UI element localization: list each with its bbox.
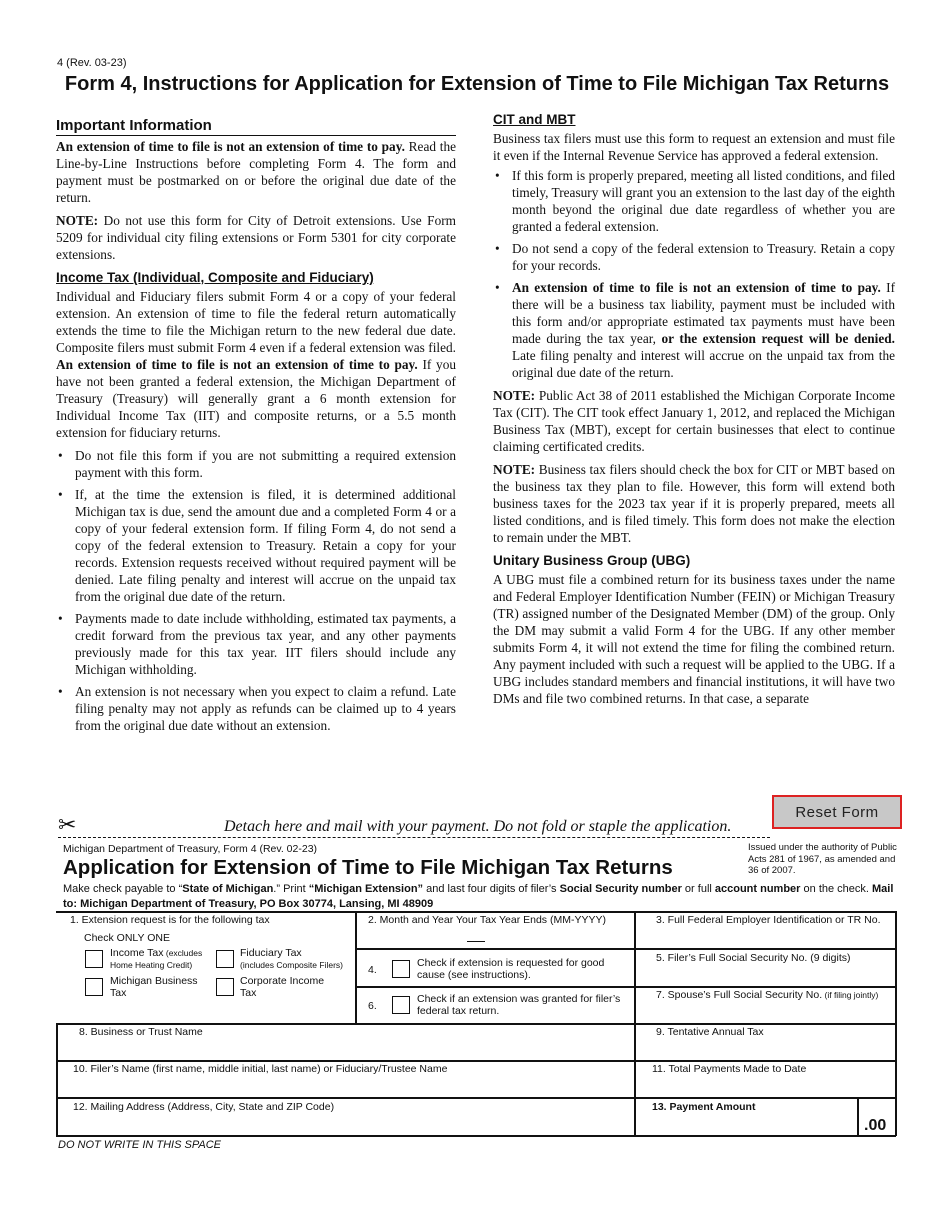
field-8-label: 8. Business or Trust Name	[79, 1026, 203, 1038]
application-title: Application for Extension of Time to File Michigan Tax Returns	[63, 856, 673, 879]
field-4-label: Check if extension is requested for good cause (see instructions).	[417, 957, 605, 981]
list-item: • An extension of time to file is not an extension of time to pay. If there will be a business tax liability, payment must be included with this form and/or appropriate estimated tax payments must have been made during the tax year, or the extension request will be denied. Late filing penalty and interest will accrue on the unpaid tax from the original due date of the return.	[493, 279, 895, 381]
grid-line	[355, 986, 896, 988]
field-9-label: 9. Tentative Annual Tax	[656, 1026, 764, 1038]
total-payments-input[interactable]	[637, 1077, 893, 1096]
fiduciary-tax-checkbox[interactable]	[216, 950, 234, 968]
do-not-write-label: DO NOT WRITE IN THIS SPACE	[58, 1139, 221, 1151]
field-6-label: Check if an extension was granted for filer’s federal tax return.	[417, 993, 621, 1017]
payment-cents: .00	[864, 1117, 887, 1134]
field-12-label: 12. Mailing Address (Address, City, State and ZIP Code)	[73, 1101, 335, 1113]
tax-year-end-separator	[467, 941, 485, 942]
corporate-income-tax-label: Corporate Income Tax	[240, 975, 325, 999]
michigan-business-tax-label: Michigan Business Tax	[110, 975, 198, 999]
field-3-label: 3. Full Federal Employer Identification or TR No.	[656, 914, 881, 926]
important-heading: Important Information	[56, 117, 456, 136]
list-item: • Payments made to date include withholding, estimated tax payments, a credit forward from the previous tax year, and any other payments previously made for this tax year. IIT filers should include any Michigan withholding.	[56, 610, 456, 678]
corporate-income-tax-checkbox[interactable]	[216, 978, 234, 996]
fiduciary-tax-label: Fiduciary Tax (includes Composite Filers)	[240, 947, 343, 970]
important-paragraph: An extension of time to file is not an extension of time to pay. Read the Line-by-Line Instructions before completing Form 4. The form and payment must be postmarked on or before the original due date of the return.	[56, 139, 456, 205]
field-11-label: 11. Total Payments Made to Date	[652, 1063, 807, 1075]
income-tax-checkbox[interactable]	[85, 950, 103, 968]
field-13-label: 13. Payment Amount	[652, 1101, 756, 1113]
payment-amount-input[interactable]	[637, 1115, 855, 1134]
michigan-business-tax-checkbox[interactable]	[85, 978, 103, 996]
good-cause-checkbox[interactable]	[392, 960, 410, 978]
check-only-one-label: Check ONLY ONE	[84, 932, 170, 944]
federal-extension-checkbox[interactable]	[392, 996, 410, 1014]
income-tax-bullets	[56, 447, 456, 734]
page-title: Form 4, Instructions for Application for Extension of Time to File Michigan Tax Returns	[64, 73, 890, 95]
cut-line	[58, 837, 770, 838]
grid-line	[857, 1098, 859, 1136]
field-4-number: 4.	[368, 964, 377, 976]
spouse-ssn-input[interactable]	[637, 1003, 893, 1022]
cit-bullets	[493, 167, 895, 381]
grid-line	[56, 911, 896, 913]
cit-note: NOTE: Public Act 38 of 2011 established the Michigan Corporate Income Tax (CIT). The CIT took effect January 1, 2012, and replaced the Michigan Business Tax (MBT), except for certain businesses that elect to continue claiming certificated credits.	[493, 388, 895, 454]
list-item: • If, at the time the extension is filed, it is determined additional Michigan tax is due, send the amount due and a completed Form 4 or a copy of your federal extension form. If filing Form 4, do not send a copy of the federal extension to Treasury. Retain a copy for your records. Extension requests received without required payment will be denied. Late filing penalty and interest will accrue on the unpaid tax from the original due date of the return.	[56, 486, 456, 605]
field-7-label: 7. Spouse’s Full Social Security No. (if filing jointly)	[656, 989, 879, 1001]
grid-line	[355, 948, 896, 950]
list-item: • Do not send a copy of the federal extension to Treasury. Retain a copy for your records.	[493, 240, 895, 274]
list-item: • An extension is not necessary when you expect to claim a refund. Late filing penalty may not apply as refunds can be claimed up to 4 years from the original due date without an extension.	[56, 683, 456, 734]
grid-line	[56, 1135, 896, 1137]
right-column	[493, 111, 895, 713]
field-10-label: 10. Filer’s Name (first name, middle initial, last name) or Fiduciary/Trustee Name	[73, 1063, 448, 1075]
field-6-number: 6.	[368, 1000, 377, 1012]
tax-year-end-input[interactable]	[357, 928, 632, 947]
form-revision: 4 (Rev. 03-23)	[57, 57, 127, 69]
list-item: • Do not file this form if you are not submitting a required extension payment with this form.	[56, 447, 456, 481]
field-5-label: 5. Filer’s Full Social Security No. (9 digits)	[656, 952, 851, 964]
grid-line	[56, 1023, 896, 1025]
issued-authority: Issued under the authority of Public Acts 281 of 1967, as amended and 36 of 2007.	[748, 842, 897, 876]
reset-form-button[interactable]: Reset Form	[772, 795, 902, 829]
detroit-note: NOTE: Do not use this form for City of Detroit extensions. Use Form 5209 for individual city filing extensions or Form 5301 for city corporate extensions.	[56, 213, 456, 262]
grid-line	[56, 1097, 896, 1099]
fein-input[interactable]	[637, 928, 893, 947]
grid-line	[895, 911, 897, 1136]
field-2-label: 2. Month and Year Your Tax Year Ends (MM-YYYY)	[368, 914, 606, 926]
filer-name-input[interactable]	[60, 1077, 632, 1096]
detach-instruction: Detach here and mail with your payment. Do not fold or staple the application.	[224, 818, 732, 835]
income-tax-label: Income Tax (excludes Home Heating Credit)	[110, 947, 203, 970]
mailing-address-input[interactable]	[60, 1115, 632, 1134]
election-note: NOTE: Business tax filers should check the box for CIT or MBT based on the business tax they plan to file. However, this form will extend both business taxes for the 2023 tax year if it is properly prepared, meets all listed conditions, and is filed timely. This form does not make the election to remain under the MBT.	[493, 462, 895, 545]
left-column	[56, 117, 456, 740]
field-1-label: 1. Extension request is for the following tax	[70, 914, 270, 926]
grid-line	[56, 1060, 896, 1062]
cit-paragraph: Business tax filers must use this form to request an extension and must file it even if the Internal Revenue Service has approved a federal extension.	[493, 131, 895, 163]
payment-instructions: Make check payable to “State of Michigan.” Print “Michigan Extension” and last four digits of filer’s Social Security number or full account number on the check. Mail to: Michigan Department of Treasury, PO Box 30774, Lansing, MI 48909	[63, 883, 894, 910]
ubg-paragraph: A UBG must file a combined return for its business taxes under the name and Federal Employer Identification Number (FEIN) or Michigan Treasury (TR) assigned number of the Designated Member (DM) of the group. Only the DM may submit a valid Form 4 for the UBG. If any other member submits Form 4, it will not extend the time for filing the combined return. Any payment included with such a request will be applied to the UBG. If a UBG includes standard members and financial institutions, it will have two DMs and file two combined returns. In that case, a separate	[493, 572, 895, 706]
ubg-heading: Unitary Business Group (UBG)	[493, 553, 691, 568]
tentative-tax-input[interactable]	[637, 1040, 893, 1059]
income-tax-paragraph: Individual and Fiduciary filers submit Form 4 or a copy of your federal extension. An extension of time to file the federal return automatically extends the time to file the Michigan return to the new federal due date. Composite filers must submit Form 4 even if a federal extension was filed. An extension of time to file is not an extension of time to pay. If you have not been granted a federal extension, the Michigan Department of Treasury (Treasury) will generally grant a 6 month extension for Individual Income Tax (IIT) and composite returns, or a 5.5 month extension for fiduciary returns.	[56, 289, 456, 440]
scissors-icon: ✂	[58, 812, 77, 837]
list-item: • If this form is properly prepared, meeting all listed conditions, and filed timely, Treasury will grant you an extension to the last day of the eighth month beyond the original due date regardless of whether you are granted a federal extension.	[493, 167, 895, 235]
grid-line	[56, 1023, 58, 1136]
cit-mbt-heading: CIT and MBT	[493, 112, 576, 127]
income-tax-heading: Income Tax (Individual, Composite and Fiduciary)	[56, 270, 374, 285]
grid-line	[634, 911, 636, 1136]
form-department-line: Michigan Department of Treasury, Form 4 (Rev. 02-23)	[63, 843, 318, 855]
filer-ssn-input[interactable]	[637, 966, 893, 985]
business-name-input[interactable]	[60, 1040, 632, 1059]
